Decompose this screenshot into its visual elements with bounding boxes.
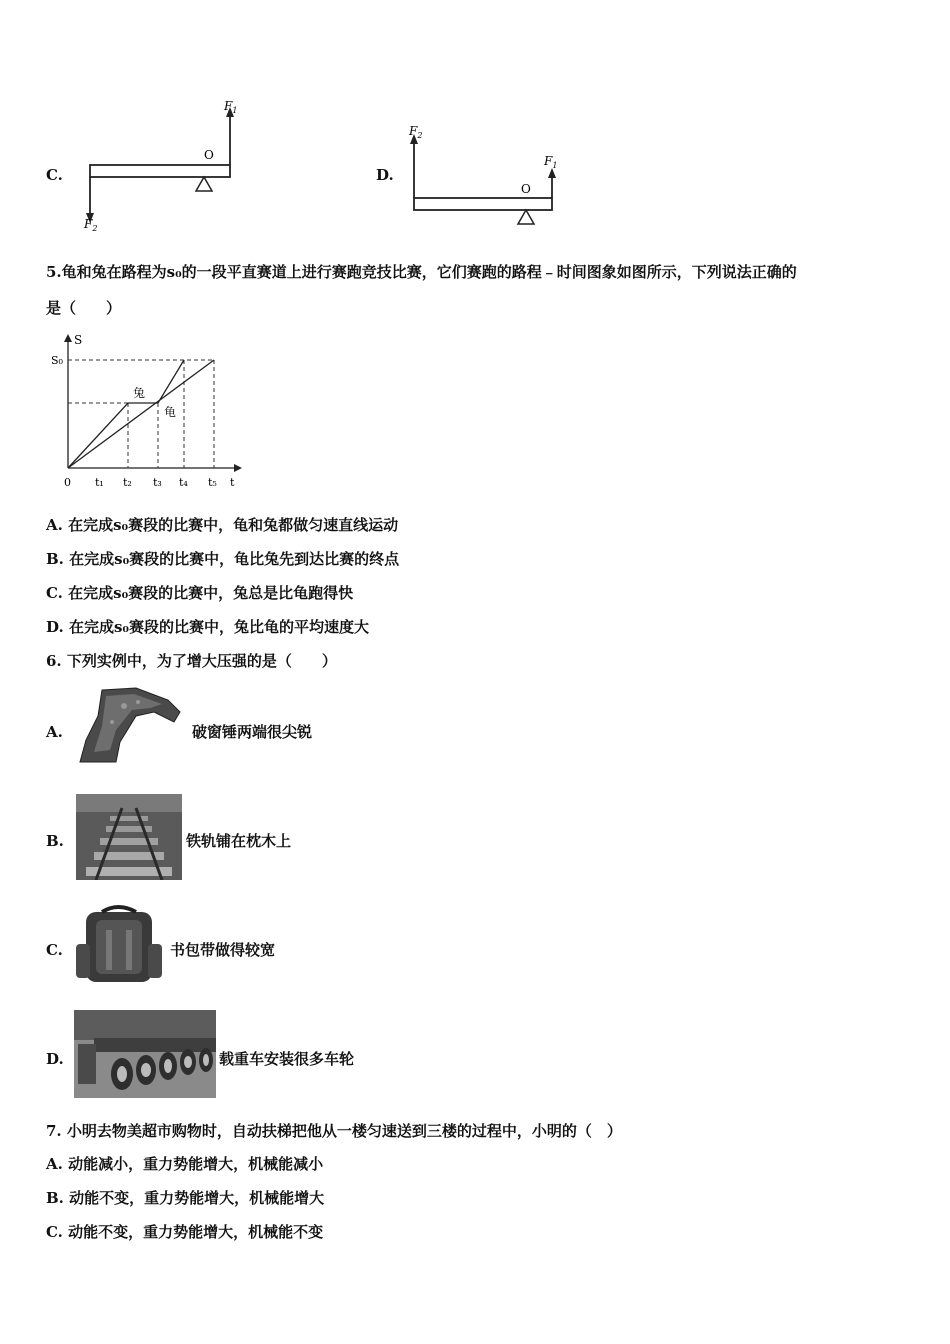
q5-option-c — [46, 583, 353, 603]
q5-stem-line1 — [46, 262, 797, 282]
q6-option-d-text: 载重车安装很多车轮 — [219, 1050, 355, 1068]
q5-option-b-label: B. — [46, 550, 64, 568]
q4-c-f1-label: $F_1$ — [224, 99, 238, 115]
q6-option-b-label: B. — [46, 832, 64, 850]
q4-c-f2-label: $F_2$ — [84, 217, 98, 233]
q4-option-c-label: C. — [46, 166, 63, 184]
y-axis-label: S — [74, 333, 83, 347]
q5-option-a — [46, 515, 398, 535]
x-tick-t2: t₂ — [123, 476, 132, 489]
q5-option-a-text: 在完成s₀赛段的比赛中，龟和兔都做匀速直线运动 — [68, 516, 399, 534]
q4-c-pivot-label: O — [204, 148, 214, 162]
q7-option-b-text: 动能不变，重力势能增大，机械能增大 — [69, 1189, 325, 1207]
turtle-line — [68, 360, 214, 468]
q6-option-a-label: A. — [46, 723, 63, 741]
rabbit-label: 兔 — [133, 386, 146, 400]
hammer-photo-icon — [76, 686, 186, 766]
q7-option-a-label: A. — [46, 1155, 63, 1173]
x-tick-t1: t₁ — [95, 476, 104, 489]
q7-option-b — [46, 1188, 324, 1208]
backpack-photo-icon — [72, 904, 164, 986]
turtle-label: 龟 — [164, 405, 177, 419]
q7-option-c — [46, 1222, 323, 1242]
q4-d-f2-label: $F_2$ — [409, 124, 423, 140]
x-tick-t5: t₅ — [208, 476, 217, 489]
truck-photo-icon — [74, 1010, 216, 1098]
q5-option-a-label: A. — [46, 516, 63, 534]
q5-number: 5. — [46, 263, 62, 281]
q6-option-d-label: D. — [46, 1050, 64, 1068]
q6-option-a-text: 破窗锤两端很尖锐 — [192, 723, 313, 741]
q5-option-d — [46, 617, 369, 637]
q5-distance-time-graph — [46, 330, 246, 492]
q5-stem-text: 龟和兔在路程为s₀的一段平直赛道上进行赛跑竞技比赛，它们赛跑的路程﹣时间图象如图所示，下列说法正确的 — [61, 263, 797, 281]
q4-option-c-lever-diagram — [78, 95, 248, 235]
q6-number: 6. — [46, 652, 62, 670]
q6-option-b-text: 铁轨铺在枕木上 — [186, 832, 292, 850]
q7-option-b-label: B. — [46, 1189, 64, 1207]
q5-option-d-label: D. — [46, 618, 64, 636]
x-axis-label: t — [230, 476, 235, 489]
q4-option-d-lever-diagram — [404, 120, 564, 232]
q5-option-b — [46, 549, 399, 569]
q7-option-c-label: C. — [46, 1223, 63, 1241]
q7-number: 7. — [46, 1122, 62, 1140]
q4-d-f1-label: $F_1$ — [544, 154, 558, 170]
x-tick-t3: t₃ — [153, 476, 162, 489]
q6-option-c-label: C. — [46, 941, 63, 959]
railway-photo-icon — [76, 794, 182, 880]
y-tick-s0: S₀ — [51, 354, 63, 367]
q6-stem — [46, 651, 337, 671]
q6-option-c-text: 书包带做得较宽 — [170, 941, 276, 959]
q7-option-a — [46, 1154, 323, 1174]
q4-option-d-label: D. — [376, 166, 394, 184]
q5-option-c-text: 在完成s₀赛段的比赛中，兔总是比龟跑得快 — [68, 584, 354, 602]
q5-option-b-text: 在完成s₀赛段的比赛中，龟比兔先到达比赛的终点 — [69, 550, 400, 568]
q7-option-c-text: 动能不变，重力势能增大，机械能不变 — [68, 1223, 324, 1241]
q7-stem-text: 小明去物美超市购物时，自动扶梯把他从一楼匀速送到三楼的过程中，小明的（ ） — [66, 1122, 622, 1140]
q6-stem-text: 下列实例中，为了增大压强的是（ ） — [66, 652, 337, 670]
q5-option-c-label: C. — [46, 584, 63, 602]
q7-option-a-text: 动能减小，重力势能增大，机械能减小 — [68, 1155, 324, 1173]
x-tick-t4: t₄ — [179, 476, 188, 489]
q5-option-d-text: 在完成s₀赛段的比赛中，兔比龟的平均速度大 — [68, 618, 369, 636]
q5-stem-line2: 是（ ） — [46, 299, 122, 317]
origin-label: 0 — [64, 476, 71, 489]
q4-d-pivot-label: O — [521, 182, 531, 196]
q7-stem — [46, 1121, 622, 1141]
